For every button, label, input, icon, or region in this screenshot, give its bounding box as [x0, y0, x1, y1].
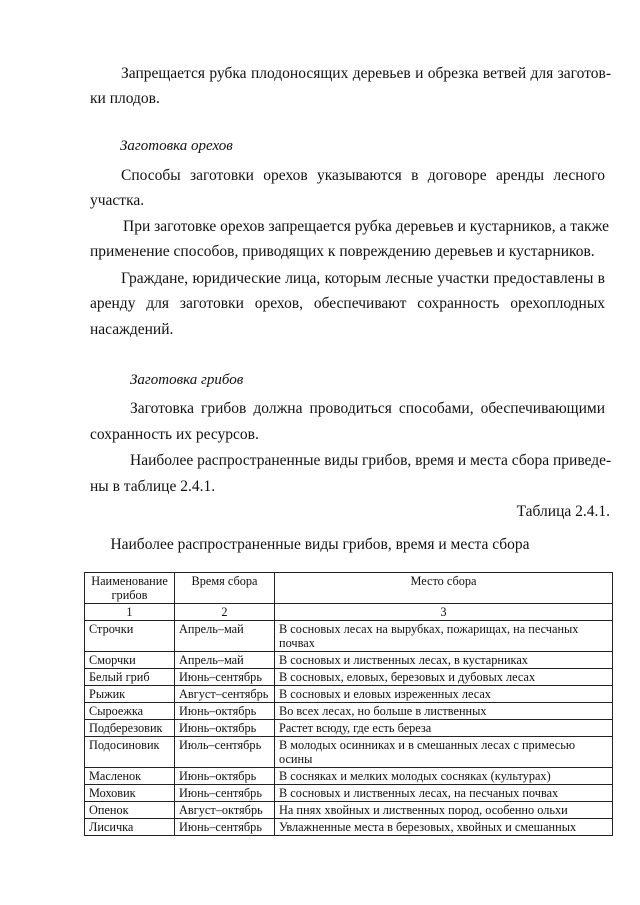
cell-collection-place: В сосновых, еловых, березовых и дубовых лесах	[275, 669, 613, 686]
cell-collection-place: В сосновых и лиственных лесах, на песчаных почвах	[275, 785, 613, 802]
cell-collection-place: В сосновых и лиственных лесах, в кустарниках	[275, 652, 613, 669]
cell-mushroom-name: Белый гриб	[85, 669, 175, 686]
table-header-name: Наименование грибов	[85, 573, 175, 604]
cell-mushroom-name: Масленок	[85, 768, 175, 785]
paragraph-fruit-line-2: ки плодов.	[90, 90, 160, 107]
table-number: Таблица 2.4.1.	[516, 503, 610, 520]
mushroom-table	[84, 572, 613, 836]
cell-collection-place: На пнях хвойных и лиственных пород, особенно ольхи	[275, 802, 613, 819]
table-row	[85, 621, 613, 652]
table-column-number-1: 1	[85, 604, 175, 621]
cell-collection-place: В сосновых лесах на вырубках, пожарищах, на песчаных почвах	[275, 621, 613, 652]
paragraph-nuts-2-line-1: При заготовке орехов запрещается рубка деревьев и кустарников, а также	[123, 218, 609, 235]
table-caption: Наиболее распространенные виды грибов, время и места сбора	[110, 536, 530, 553]
cell-mushroom-name: Подберезовик	[85, 720, 175, 737]
paragraph-nuts-3-line-1: Граждане, юридические лица, которым лесные участки предоставлены в	[121, 270, 605, 287]
paragraph-nuts-2-line-2: применение способов, приводящих к повреждению деревьев и кустарников.	[90, 243, 595, 260]
table-row	[85, 720, 613, 737]
cell-mushroom-name: Сыроежка	[85, 703, 175, 720]
table-column-number-3: 3	[275, 604, 613, 621]
table-header-place: Место сбора	[275, 573, 613, 604]
paragraph-mushrooms-2-line-1: Наиболее распространенные виды грибов, время и места сбора приведе-	[130, 452, 612, 469]
cell-collection-place: В сосновых и еловых изреженных лесах	[275, 686, 613, 703]
table-row	[85, 652, 613, 669]
paragraph-fruit-line-1: Запрещается рубка плодоносящих деревьев и обрезка ветвей для заготов-	[121, 65, 611, 82]
table-row	[85, 686, 613, 703]
cell-mushroom-name: Сморчки	[85, 652, 175, 669]
table-header-row	[85, 573, 613, 604]
cell-collection-time: Апрель–май	[175, 621, 275, 652]
paragraph-mushrooms-1-line-1: Заготовка грибов должна проводиться способами, обеспечивающими	[130, 400, 605, 417]
cell-collection-time: Июнь–октябрь	[175, 703, 275, 720]
table-row	[85, 737, 613, 768]
paragraph-nuts-1-line-1: Способы заготовки орехов указываются в договоре аренды лесного	[121, 167, 605, 184]
cell-collection-time: Август–сентябрь	[175, 686, 275, 703]
paragraph-nuts-3-line-2: аренду для заготовки орехов, обеспечивают сохранность орехоплодных	[90, 295, 605, 312]
cell-collection-time: Апрель–май	[175, 652, 275, 669]
cell-collection-time: Июнь–октябрь	[175, 720, 275, 737]
cell-mushroom-name: Рыжик	[85, 686, 175, 703]
cell-collection-place: В сосняках и мелких молодых сосняках (культурах)	[275, 768, 613, 785]
heading-nuts: Заготовка орехов	[120, 138, 233, 154]
cell-collection-time: Июль–сентябрь	[175, 737, 275, 768]
cell-collection-place: Во всех лесах, но больше в лиственных	[275, 703, 613, 720]
table-row	[85, 703, 613, 720]
paragraph-nuts-1-line-2: участка.	[90, 192, 145, 209]
paragraph-mushrooms-2-line-2: ны в таблице 2.4.1.	[90, 478, 216, 495]
paragraph-mushrooms-1-line-2: сохранность их ресурсов.	[90, 426, 259, 443]
cell-mushroom-name: Строчки	[85, 621, 175, 652]
cell-mushroom-name: Моховик	[85, 785, 175, 802]
cell-mushroom-name: Лисичка	[85, 819, 175, 836]
table-column-number-2: 2	[175, 604, 275, 621]
cell-mushroom-name: Опенок	[85, 802, 175, 819]
cell-collection-place: Увлажненные места в березовых, хвойных и смешанных	[275, 819, 613, 836]
table-row	[85, 669, 613, 686]
table-number-row	[85, 604, 613, 621]
cell-collection-time: Июнь–октябрь	[175, 768, 275, 785]
cell-collection-time: Июнь–сентябрь	[175, 669, 275, 686]
table-row	[85, 802, 613, 819]
heading-mushrooms: Заготовка грибов	[130, 372, 244, 388]
cell-collection-place: Растет всюду, где есть береза	[275, 720, 613, 737]
cell-collection-time: Июнь–сентябрь	[175, 819, 275, 836]
cell-collection-time: Июнь–сентябрь	[175, 785, 275, 802]
table-row	[85, 819, 613, 836]
paragraph-nuts-3-line-3: насаждений.	[90, 321, 174, 338]
cell-collection-time: Август–октябрь	[175, 802, 275, 819]
cell-collection-place: В молодых осинниках и в смешанных лесах с примесью осины	[275, 737, 613, 768]
cell-mushroom-name: Подосиновик	[85, 737, 175, 768]
table-header-time: Время сбора	[175, 573, 275, 604]
table-row	[85, 785, 613, 802]
table-row	[85, 768, 613, 785]
